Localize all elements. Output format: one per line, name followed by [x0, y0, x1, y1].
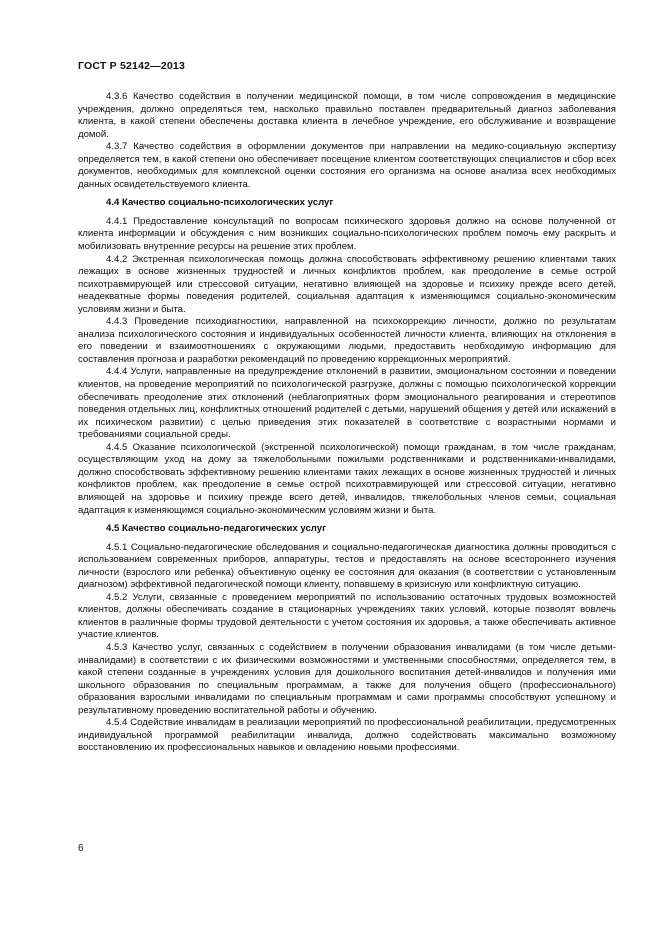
paragraph-4-3-7: 4.3.7 Качество содействия в оформлении документов при направлении на медико-социальную экспертизу определяется тем, в какой степени оно обеспечивает посещение клиентом соответствующих специалистов и сбор всех документов, необходимых для комплексной оценки состояния его организма на основе анализа всех необходимых данных освидетельствуемого клиента. — [78, 141, 616, 190]
paragraph-4-5-4: 4.5.4 Содействие инвалидам в реализации мероприятий по профессиональной реабилитации, предусмотренных индивидуальной программой реабилитации инвалида, должно содействовать максимально возможному восстановлению их профессиональных навыков и овладению новыми профессиями. — [78, 717, 616, 754]
paragraph-4-3-6: 4.3.6 Качество содействия в получении медицинской помощи, в том числе сопровождения в медицинские учреждения, должно определяться тем, насколько правильно поставлен предварительный диагноз заболевания клиента, в какой степени обеспечены доставка клиента в лечебное учреждение, его обслуживание и возвращение домой. — [78, 91, 616, 140]
paragraph-4-4-1: 4.4.1 Предоставление консультаций по вопросам психического здоровья должно на основе полученной от клиента информации и обсуждения с ним возникших социально-психологических проблем помочь ему раскрыть и мобилизовать внутренние ресурсы на решение этих проблем. — [78, 215, 616, 253]
paragraph-4-5-3: 4.5.3 Качество услуг, связанных с содействием в получении образования инвалидами (в том числе детьми-инвалидами) в соответствии с их физическими возможностями и умственными способностями, определяется тем, в какой степени созданные в учреждениях условия для дошкольного воспитания детей-инвалидов и получения ими школьного образования по специальным программам, а также для получения общего (профессионального) образования взрослыми инвалидами по специальным программам и сами программы способствуют успешному и результативному проведению воспитательной работы и обучению. — [78, 641, 616, 716]
paragraph-4-5-1: 4.5.1 Социально-педагогические обследования и социально-педагогическая диагностика должны проводиться с использованием современных приборов, аппаратуры, тестов и предоставлять на основе всестороннего изучения личности (взрослого или ребенка) объективную оценку ее состояния для оказания (в соответствии с установленным диагнозом) эффективной педагогической помощи клиенту, попавшему в кризисную или конфликтную ситуацию. — [78, 541, 616, 591]
paragraph-4-4-4: 4.4.4 Услуги, направленные на предупреждение отклонений в развитии, эмоциональном состоянии и поведении клиентов, на проведение мероприятий по психологической разгрузке, должны с помощью психологической коррекции обеспечивать преодоление этих отклонений (неблагоприятных форм эмоционального реагирования и стереотипов поведения отдельных лиц, конфликтных отношений родителей с детьми, нарушений общения у детей или искажений в их психическом развитии) с целью приведения этих показателей в соответствие с возрастными нормами и требованиями социальной среды. — [78, 366, 616, 441]
document-body — [78, 91, 616, 755]
paragraph-4-4-2: 4.4.2 Экстренная психологическая помощь должна способствовать эффективному решению клиентами таких лежащих в основе жизненных трудностей и личных конфликтов проблем, как преодоление в семье острой психотравмирующей или стрессовой ситуации, негативно влияющей на здоровье и психику прежде всего детей, неадекватные формы поведения родителей, социальная адаптация к изменяющимся социально-экономическим условиям жизни и быта. — [78, 253, 616, 315]
page-number: 6 — [78, 843, 84, 854]
paragraph-4-4-5: 4.4.5 Оказание психологической (экстренной психологической) помощи гражданам, в том числе гражданам, осуществляющим уход на дому за тяжелобольными пожилыми родственниками и родственниками-инвалидами, должно способствовать эффективному решению клиентами таких лежащих в основе жизненных трудностей и личных конфликтов проблем, как преодоление в семье острой психотравмирующей или стрессовой ситуации, негативно влияющей на здоровье и психику прежде всего детей, инвалидов, тяжелобольных членов семьи, социальная адаптация к изменяющимся социально-экономическим условиям жизни и быта. — [78, 441, 616, 516]
section-title-4-4: 4.4 Качество социально-психологических услуг — [106, 197, 334, 209]
document-header: ГОСТ Р 52142—2013 — [78, 60, 186, 72]
paragraph-4-4-3: 4.4.3 Проведение психодиагностики, направленной на психокоррекцию личности, должно по результатам анализа психологического состояния и индивидуальных особенностей личности клиента, влияющих на отклонения в его поведении и взаимоотношениях с окружающими людьми, предоставить необходимую информацию для составления прогноза и разработки рекомендаций по проведению коррекционных мероприятий. — [78, 316, 616, 365]
paragraph-4-5-2: 4.5.2 Услуги, связанные с проведением мероприятий по использованию остаточных трудовых возможностей клиентов, должны обеспечивать создание в стационарных учреждениях таких условий, которые позволят вовлечь клиентов в различные формы трудовой деятельности с учетом состояния их здоровья, а также обеспечивать активное участие клиентов. — [78, 591, 616, 641]
section-title-4-5: 4.5 Качество социально-педагогических услуг — [106, 523, 327, 535]
